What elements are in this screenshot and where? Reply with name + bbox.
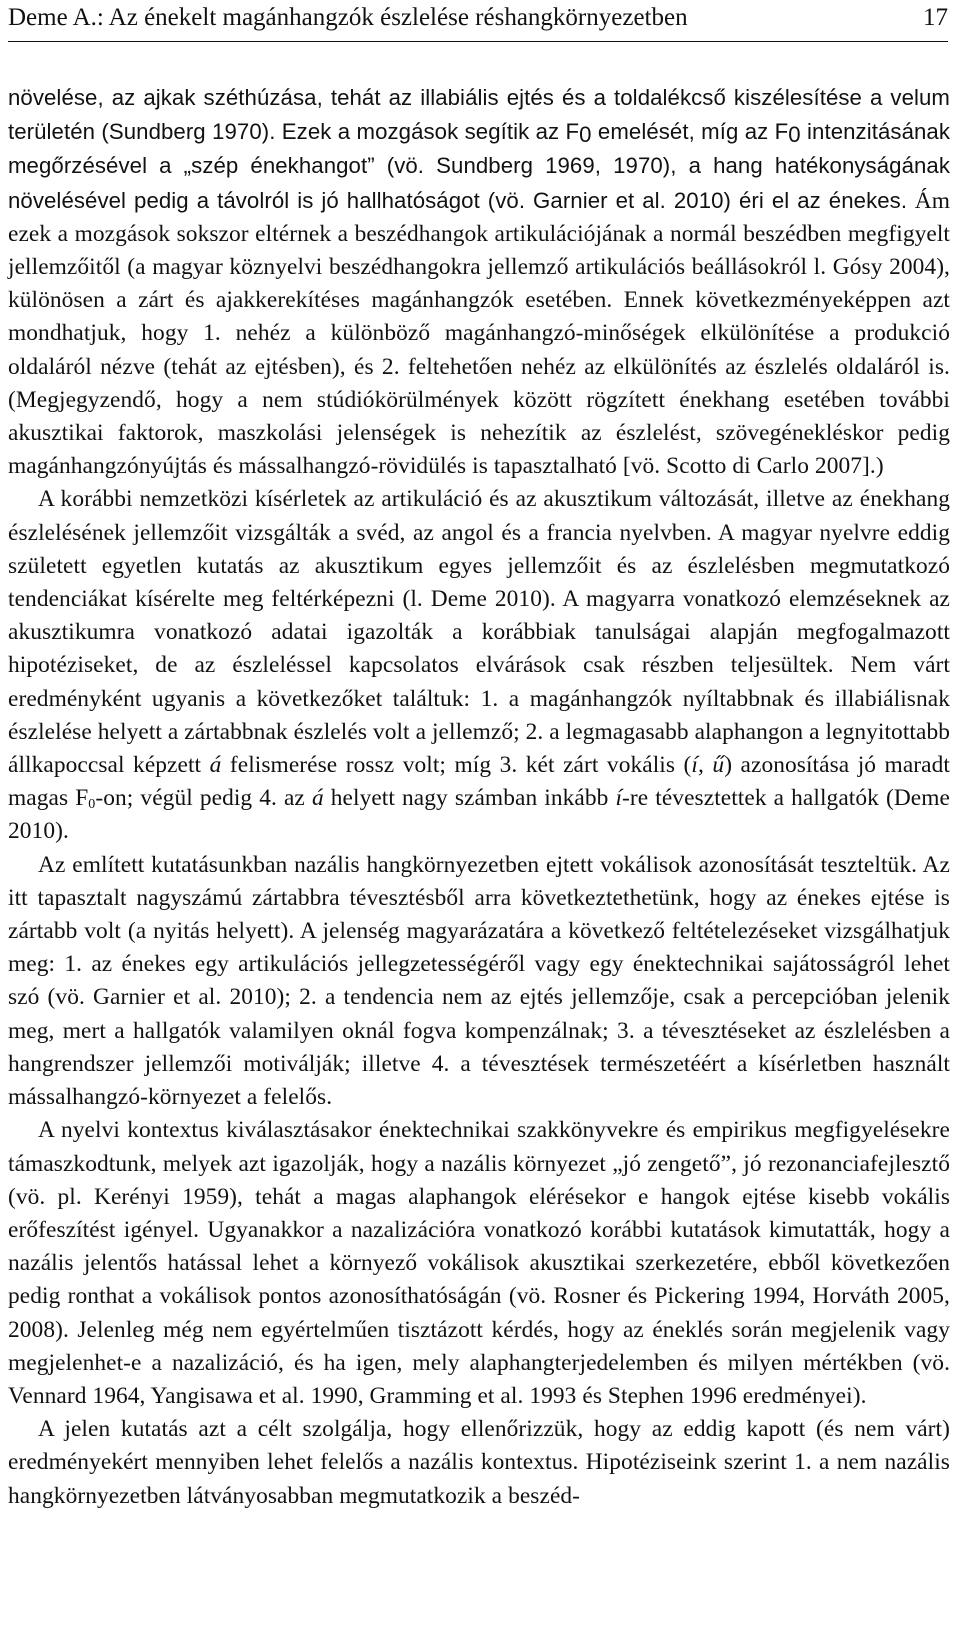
paragraph-1 — [8, 81, 950, 483]
paragraph-2 — [8, 483, 950, 848]
paragraph-1-part-d: Ám ezek a mozgások sokszor eltérnek a beszédhangok artikulációjának a normál beszédben megfigyelt jellemzőitől (a magyar köznyelvi beszédhangokra jellemző artikulációs beállásokról l. Gósy 2004), különösen a zárt és ajakkerekítéses magánhangzók esetében. Ennek következményeképpen azt mondhatjuk, hogy 1. nehéz a különböző magánhangzó-minőségek elkülönítése a produkció oldaláról nézve (tehát az ejtésben), és 2. feltehetően nehéz az elkülönítés az észlelés oldaláról is. (Megjegyzendő, hogy a nem stúdiókörülmények között rögzített énekhang esetében további akusztikai faktorok, maszkolási jelenségek is nehezítik az észlelést, szövegénekléskor pedig magánhangzónyújtás és mássalhangzó-rövidülés is tapasztalható [vö. Scotto di Carlo 2007].) — [8, 187, 950, 480]
header-rule — [8, 41, 948, 42]
subscript-f0-1: 0 — [579, 122, 592, 148]
paragraph-2-part-e: helyett nagy számban inkább — [323, 785, 616, 812]
body-text — [8, 81, 950, 1513]
subscript-f0-3: 0 — [88, 797, 96, 813]
paragraph-2-part-d: -on; végül pedig 4. az — [95, 785, 312, 812]
paragraph-2-part-c: ) azonosítása jó maradt magas F — [8, 752, 950, 812]
page-number: 17 — [923, 4, 948, 31]
subscript-f0-2: 0 — [788, 122, 801, 148]
paragraph-2-part-f: -re tévesztettek a hallgatók (Deme 2010). — [8, 785, 950, 845]
paragraph-4: A nyelvi kontextus kiválasztásakor énektechnikai szakkönyvekre és empirikus megfigyelésekre támaszkodtunk, melyek azt igazolják, hogy a nazális környezet „jó zengető”, jó rezonanciafejlesztő (vö. pl. Kerényi 1959), tehát a magas alaphangok elérésekor e hangok ejtése kisebb vokális erőfeszítést igényel. Ugyanakkor a nazalizációra vonatkozó korábbi kutatások kimutatták, hogy a nazális jelentős hatással lehet a környező vokálisok akusztikai szerkezetére, ebből következően pedig ronthat a vokálisok pontos azonosíthatóságán (vö. Rosner és Pickering 1994, Horváth 2005, 2008). Jelenleg még nem egyértelműen tisztázott kérdés, hogy az éneklés során megjelenik vagy megjelenhet-e a nazalizáció, és ha igen, mely alaphangterjedelemben és milyen mértékben (vö. Vennard 1964, Yangisawa et al. 1990, Gramming et al. 1993 és Stephen 1996 eredményei). — [8, 1117, 950, 1409]
paragraph-2-part-a: A korábbi nemzetközi kísérletek az artikuláció és az akusztikum változását, illetve az énekhang észlelésének jellemzőit vizsgálták a svéd, az angol és a francia nyelvben. A magyar nyelvre eddig született egyetlen kutatás az akusztikum egyes jellemzőit és az észlelésben megmutatkozó tendenciákat kísérelte meg feltérképezni (l. Deme 2010). A magyarra vonatkozó elemzéseknek az akusztikumra vonatkozó adatai igazolták a korábbiak tanulságai alapján megfogalmazott hipotéziseket, de az észleléssel kapcsolatos elvárások csak részben teljesültek. Nem várt eredményként ugyanis a következőket találtuk: 1. a magánhangzók nyíltabbnak és illabiálisnak észlelése helyett a zártabbnak észlelés volt a jellemző; 2. a legmagasabb alaphangon a legnyitottabb állkapoccsal képzett — [8, 486, 950, 779]
italic-vowels-i-u: í, ű — [691, 752, 725, 779]
paragraph-1-part-a: növelése, az ajkak széthúzása, tehát az illabiális ejtés és a toldalékcső kiszélesítése a velum területén (Sundberg 1970). Ezek a mozgások segítik az F — [8, 85, 950, 145]
paragraph-2-part-b: felismerése rossz volt; míg 3. két zárt vokális ( — [221, 752, 692, 779]
running-header-title: Deme A.: Az énekelt magánhangzók észlelése réshangkörnyezetben — [8, 4, 688, 31]
italic-vowel-a-2: á — [311, 785, 324, 812]
running-header — [8, 2, 948, 34]
paragraph-3: Az említett kutatásunkban nazális hangkörnyezetben ejtett vokálisok azonosítását teszteltük. Az itt tapasztalt nagyszámú zártabbra tévesztésből arra következtethetünk, hogy az énekes ejtése is zártabb volt (a nyitás helyett). A jelenség magyarázatára a következő feltételezéseket vizsgálhatjuk meg: 1. az énekes egy artikulációs jellegzetességéről vagy egy énektechnikai sajátosságról lehet szó (vö. Garnier et al. 2010); 2. a tendencia nem az ejtés jellemzője, csak a percepcióban jelenik meg, mert a hallgatók valamilyen oknál fogva kompenzálnak; 3. a tévesztéseket az észlelésben a hangrendszer jellemzői motiválják; illetve 4. a tévesztések természetéért a kísérletben használt mássalhangzó-környezet a felelős. — [8, 851, 950, 1111]
italic-vowel-a-1: á — [209, 752, 222, 779]
paragraph-1-part-b: emelését, míg az F — [591, 119, 789, 145]
paragraph-1-part-c: intenzitásának megőrzésével a „szép énekhangot” (vö. Sundberg 1969, 1970), a hang hatékonyságának növelésével pedig a távolról is jó hallhatóságot (vö. Garnier et al. 2010) éri el az énekes. — [8, 119, 950, 213]
paragraph-5: A jelen kutatás azt a célt szolgálja, hogy ellenőrizzük, hogy az eddig kapott (és nem várt) eredményekért mennyiben lehet felelős a nazális kontextus. Hipotéziseink szerint 1. a nem nazális hangkörnyezetben látványosabban megmutatkozik a beszéd- — [8, 1416, 950, 1509]
italic-vowel-i: í — [615, 785, 623, 812]
